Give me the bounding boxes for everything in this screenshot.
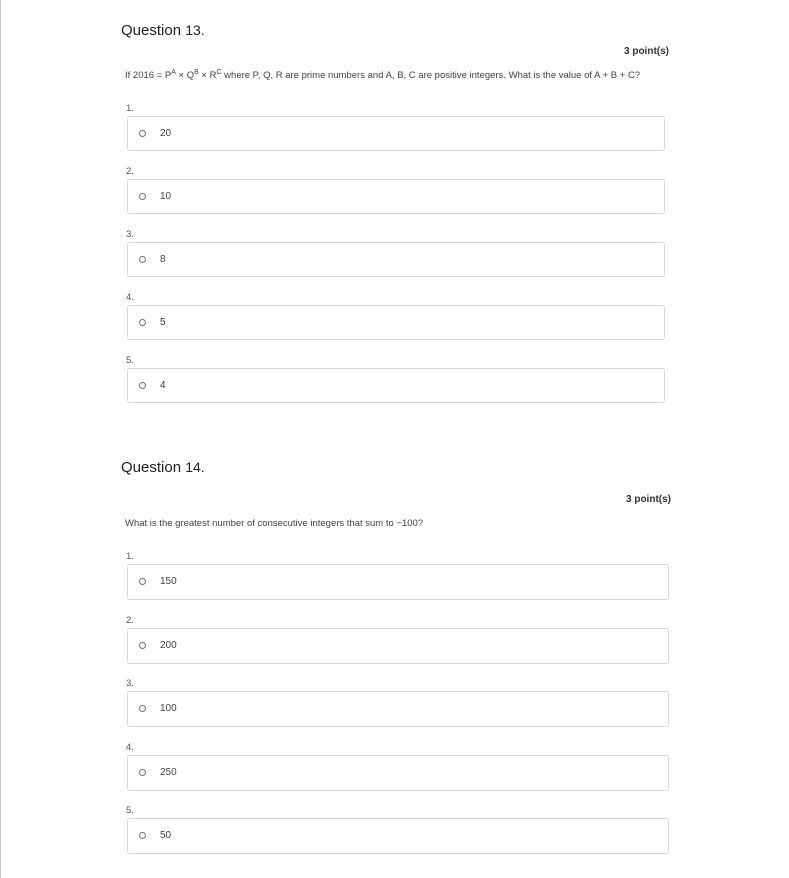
option-label: 4: [160, 380, 166, 391]
option-number: 1.: [126, 551, 134, 562]
question-text-prefix: If 2016 = P: [125, 70, 172, 81]
option-label: 50: [160, 830, 172, 842]
option-item: [0, 551, 789, 615]
question-title-word: Question: [121, 22, 182, 39]
points-label: 3 point(s): [624, 46, 669, 57]
question-title: [121, 22, 205, 39]
radio-icon[interactable]: [139, 193, 146, 200]
exponent-b: B: [194, 69, 199, 76]
option-label: 150: [160, 576, 177, 587]
radio-icon[interactable]: [139, 832, 146, 839]
question-text: What is the greatest number of consecutive integers that sum to −100?: [125, 518, 424, 529]
option-button[interactable]: [127, 179, 665, 214]
option-button[interactable]: [127, 368, 665, 403]
option-label: 5: [160, 317, 166, 328]
radio-icon[interactable]: [139, 769, 146, 776]
option-label: 250: [160, 766, 177, 778]
option-label: 10: [160, 191, 172, 202]
option-item: [0, 615, 789, 679]
option-number: 5.: [126, 355, 134, 366]
question-text-mid2: × R: [198, 70, 217, 81]
options-list: [0, 103, 789, 418]
option-button[interactable]: [127, 564, 669, 600]
option-button[interactable]: [127, 242, 665, 277]
option-number: 3.: [126, 229, 134, 240]
radio-icon[interactable]: [139, 642, 146, 649]
points-label: 3 point(s): [626, 494, 671, 505]
option-button[interactable]: [127, 755, 669, 791]
radio-icon[interactable]: [139, 319, 146, 326]
option-number: 4.: [126, 292, 134, 303]
question-text: [125, 70, 640, 81]
option-number: 2.: [126, 166, 134, 177]
option-number: 1.: [126, 103, 134, 114]
option-item: [0, 742, 789, 806]
question-text-mid1: × Q: [175, 70, 195, 81]
option-button[interactable]: [127, 116, 665, 151]
option-item: [0, 355, 789, 418]
option-button[interactable]: [127, 691, 669, 727]
question-text-suffix: where P, Q, R are prime numbers and A, B, C are positive integers. What is the value of A + B + C?: [221, 70, 641, 81]
option-label: 20: [160, 128, 172, 139]
option-button[interactable]: [127, 818, 669, 854]
option-number: 4.: [126, 741, 134, 753]
option-label: 200: [160, 639, 177, 651]
option-button[interactable]: [127, 305, 665, 340]
question-title: [121, 459, 205, 476]
exponent-c: C: [216, 69, 222, 76]
question-title-word: Question: [121, 459, 182, 476]
exponent-a: A: [171, 69, 176, 76]
question-number: 14.: [185, 459, 205, 475]
option-label: 100: [160, 703, 177, 715]
options-list: [0, 551, 789, 869]
option-item: [0, 292, 789, 355]
radio-icon[interactable]: [139, 705, 146, 712]
radio-icon[interactable]: [139, 256, 146, 263]
option-item: [0, 166, 789, 229]
option-label: 8: [160, 254, 166, 265]
question-number: 13.: [185, 22, 205, 38]
option-item: [0, 229, 789, 292]
option-button[interactable]: [127, 628, 669, 664]
option-item: [0, 805, 789, 869]
option-item: [0, 678, 789, 742]
option-number: 2.: [126, 614, 134, 626]
option-number: 3.: [126, 678, 134, 690]
radio-icon[interactable]: [139, 382, 146, 389]
option-number: 5.: [126, 805, 134, 817]
option-item: [0, 103, 789, 166]
radio-icon[interactable]: [139, 578, 146, 585]
radio-icon[interactable]: [139, 130, 146, 137]
